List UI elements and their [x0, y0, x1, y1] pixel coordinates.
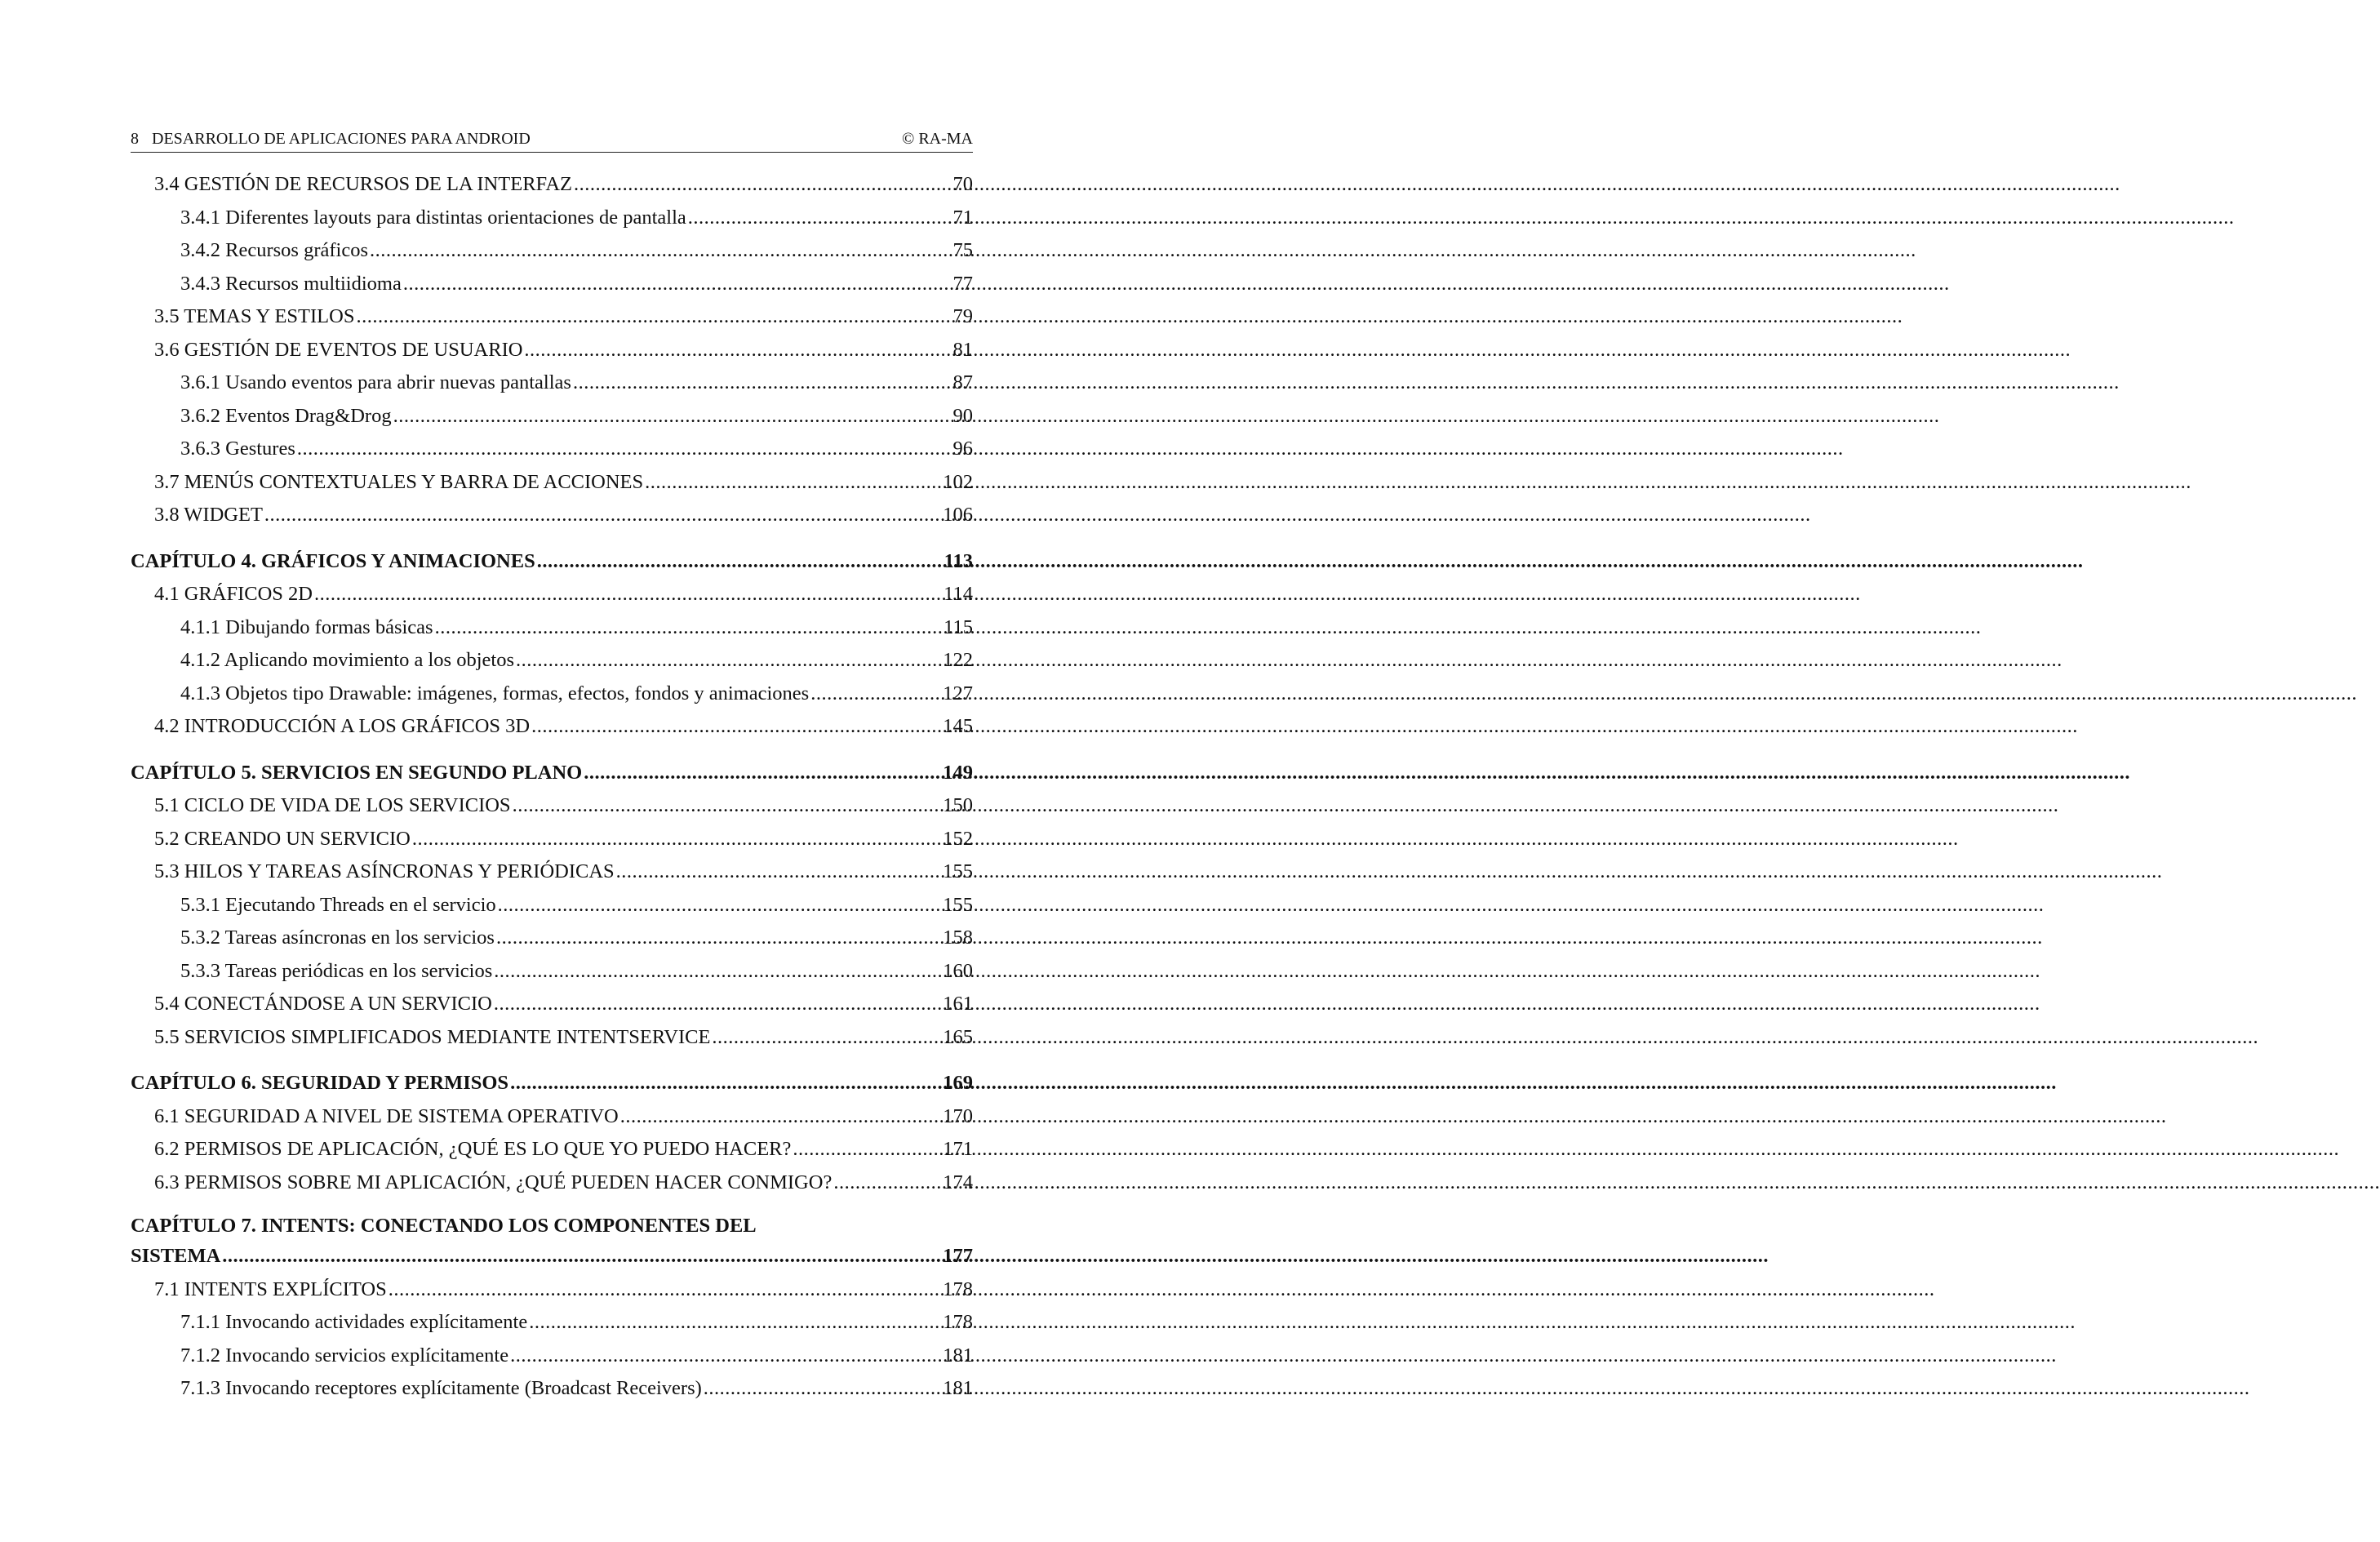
toc-entry[interactable]	[131, 433, 973, 466]
page-number: 8	[131, 130, 139, 148]
toc-entry-page: 115	[944, 615, 973, 638]
toc-entry-page: 96	[952, 438, 973, 460]
toc-entry[interactable]	[131, 499, 973, 532]
book-page	[131, 129, 973, 1406]
toc-entry-title: 5.1 CICLO DE VIDA DE LOS SERVICIOS	[154, 794, 511, 816]
toc-entry-page: 152	[943, 827, 973, 850]
toc-entry[interactable]	[131, 611, 973, 645]
dot-leader	[529, 1306, 941, 1340]
toc-entry[interactable]	[131, 710, 973, 744]
dot-leader	[222, 1240, 941, 1273]
toc-entry-title: 5.4 CONECTÁNDOSE A UN SERVICIO	[154, 993, 492, 1015]
toc-entry-page: 181	[943, 1377, 973, 1399]
publisher-mark: © RA-MA	[902, 130, 973, 148]
toc-entry-page: 178	[943, 1278, 973, 1300]
toc-entry[interactable]	[131, 367, 973, 400]
dot-leader	[412, 823, 941, 856]
toc-entry-page: 161	[943, 993, 973, 1015]
toc-entry-title: 3.6.2 Eventos Drag&Drog	[180, 404, 392, 427]
toc-entry-page: 170	[943, 1104, 973, 1127]
dot-leader	[389, 1273, 942, 1307]
toc-entry-title: 5.5 SERVICIOS SIMPLIFICADOS MEDIANTE INTENTSERVICE	[154, 1025, 711, 1048]
toc-entry-page: 77	[952, 272, 973, 295]
toc-entry[interactable]	[131, 1340, 973, 1373]
toc-entry-title: 3.4.2 Recursos gráficos	[180, 239, 368, 261]
dot-leader	[494, 955, 941, 989]
toc-entry[interactable]	[131, 1166, 973, 1200]
toc-entry[interactable]	[131, 1372, 973, 1406]
dot-leader	[793, 1133, 941, 1166]
dot-leader	[494, 988, 941, 1021]
dot-leader	[435, 611, 943, 645]
toc-entry-title: 5.3.3 Tareas periódicas en los servicios	[180, 959, 493, 982]
toc-entry-title: 7.1.1 Invocando actividades explícitamente	[180, 1311, 528, 1333]
toc-entry-title: 5.3.2 Tareas asíncronas en los servicios	[180, 927, 495, 949]
dot-leader	[531, 710, 941, 744]
toc-chapter-entry[interactable]	[131, 1067, 973, 1100]
toc-entry-page: 71	[952, 206, 973, 229]
toc-entry-page: 81	[952, 338, 973, 361]
toc-entry-title: 4.1.1 Dibujando formas básicas	[180, 615, 433, 638]
toc-entry[interactable]	[131, 1100, 973, 1134]
header-left	[131, 129, 531, 149]
toc-entry-page: 158	[943, 927, 973, 949]
toc-entry[interactable]	[131, 955, 973, 989]
toc-entry-title: 7.1 INTENTS EXPLÍCITOS	[154, 1278, 387, 1300]
toc-entry-page: 171	[943, 1138, 973, 1160]
toc-entry[interactable]	[131, 1306, 973, 1340]
toc-entry-page: 165	[943, 1025, 973, 1048]
toc-entry-page: 181	[943, 1344, 973, 1366]
toc-entry[interactable]	[131, 268, 973, 301]
toc-chapter-page: 169	[943, 1072, 973, 1094]
toc-entry-title: 3.8 WIDGET	[154, 504, 263, 526]
dot-leader	[498, 889, 942, 922]
running-header	[131, 129, 973, 153]
dot-leader	[370, 234, 952, 268]
dot-leader	[516, 644, 941, 678]
toc-chapter-title-line1: CAPÍTULO 7. INTENTS: CONECTANDO LOS COMPONENTES DEL	[131, 1215, 757, 1237]
toc-entry-title: 5.3 HILOS Y TAREAS ASÍNCRONAS Y PERIÓDICAS	[154, 860, 615, 882]
toc-entry[interactable]	[131, 578, 973, 611]
toc-entry-page: 127	[943, 682, 973, 704]
dot-leader	[537, 545, 943, 579]
toc-chapter-title-line2: SISTEMA	[131, 1245, 221, 1267]
toc-entry-page: 155	[943, 893, 973, 916]
toc-entry-page: 155	[943, 860, 973, 882]
toc-entry-title: 3.4.1 Diferentes layouts para distintas orientaciones de pantalla	[180, 206, 686, 229]
dot-leader	[833, 1166, 941, 1200]
toc-entry[interactable]	[131, 1021, 973, 1055]
toc-entry-page: 90	[952, 404, 973, 427]
dot-leader	[496, 922, 941, 955]
toc-entry[interactable]	[131, 400, 973, 433]
toc-entry[interactable]	[131, 644, 973, 678]
toc-entry[interactable]	[131, 855, 973, 889]
dot-leader	[616, 855, 942, 889]
toc-entry-title: 6.1 SEGURIDAD A NIVEL DE SISTEMA OPERATIVO	[154, 1104, 619, 1127]
toc-entry-title: 7.1.3 Invocando receptores explícitamente (Broadcast Receivers)	[180, 1377, 702, 1399]
dot-leader	[393, 400, 952, 433]
toc-entry-title: 6.3 PERMISOS SOBRE MI APLICACIÓN, ¿QUÉ PUEDEN HACER CONMIGO?	[154, 1171, 833, 1193]
toc-entry[interactable]	[131, 202, 973, 235]
toc-entry[interactable]	[131, 678, 973, 711]
toc-chapter-entry[interactable]	[131, 1212, 973, 1273]
toc-entry-page: 145	[943, 715, 973, 737]
dot-leader	[297, 433, 952, 466]
toc-chapter-entry[interactable]	[131, 545, 973, 579]
toc-entry-title: 4.1.3 Objetos tipo Drawable: imágenes, formas, efectos, fondos y animaciones	[180, 682, 810, 704]
toc-entry-title: 5.2 CREANDO UN SERVICIO	[154, 827, 411, 850]
toc-entry-page: 79	[952, 305, 973, 327]
toc-entry-page: 150	[943, 794, 973, 816]
toc-entry-title: 3.4.3 Recursos multiidioma	[180, 272, 402, 295]
toc-chapter-title: CAPÍTULO 6. SEGURIDAD Y PERMISOS	[131, 1072, 509, 1094]
toc-entry-page: 178	[943, 1311, 973, 1333]
dot-leader	[314, 578, 942, 611]
toc-entry-page: 102	[943, 470, 973, 493]
toc-chapter-page: 149	[943, 761, 973, 784]
toc-entry-title: 3.7 MENÚS CONTEXTUALES Y BARRA DE ACCIONES	[154, 470, 644, 493]
toc-entry-page: 106	[943, 504, 973, 526]
toc-entry-title: 3.6.1 Usando eventos para abrir nuevas pantallas	[180, 371, 571, 393]
toc-chapter-page: 177	[943, 1245, 973, 1267]
dot-leader	[510, 1340, 941, 1373]
toc-entry[interactable]	[131, 789, 973, 823]
dot-leader	[810, 678, 941, 711]
toc-entry-title: 3.5 TEMAS Y ESTILOS	[154, 305, 355, 327]
toc-entry-title: 4.2 INTRODUCCIÓN A LOS GRÁFICOS 3D	[154, 715, 531, 737]
toc-entry[interactable]	[131, 334, 973, 367]
dot-leader	[645, 466, 941, 500]
toc-entry-title: 4.1.2 Aplicando movimiento a los objetos	[180, 649, 514, 671]
toc-entry-page: 87	[952, 371, 973, 393]
toc-entry[interactable]	[131, 1273, 973, 1307]
dot-leader	[688, 202, 952, 235]
toc-chapter-title: CAPÍTULO 5. SERVICIOS EN SEGUNDO PLANO	[131, 761, 583, 784]
dot-leader	[510, 1067, 941, 1100]
toc-chapter-page: 113	[944, 549, 973, 572]
dot-leader	[574, 168, 951, 202]
table-of-contents	[131, 168, 973, 1406]
dot-leader	[704, 1372, 941, 1406]
toc-entry[interactable]	[131, 234, 973, 268]
dot-leader	[620, 1100, 942, 1134]
toc-entry-page: 160	[943, 959, 973, 982]
dot-leader	[403, 268, 952, 301]
toc-entry-title: 5.3.1 Ejecutando Threads en el servicio	[180, 893, 496, 916]
toc-chapter-title-line2-row	[131, 1240, 973, 1273]
dot-leader	[356, 300, 951, 334]
dot-leader	[584, 757, 941, 790]
toc-entry-title: 3.6.3 Gestures	[180, 438, 295, 460]
toc-entry[interactable]	[131, 922, 973, 955]
toc-entry-page: 114	[944, 583, 973, 605]
dot-leader	[524, 334, 951, 367]
toc-entry-page: 70	[952, 173, 973, 195]
toc-entry-page: 75	[952, 239, 973, 261]
dot-leader	[264, 499, 941, 532]
toc-entry[interactable]	[131, 823, 973, 856]
book-title: DESARROLLO DE APLICACIONES PARA ANDROID	[152, 130, 531, 148]
toc-entry-page: 122	[943, 649, 973, 671]
toc-entry[interactable]	[131, 889, 973, 922]
toc-entry[interactable]	[131, 300, 973, 334]
toc-entry-title: 6.2 PERMISOS DE APLICACIÓN, ¿QUÉ ES LO QUE YO PUEDO HACER?	[154, 1138, 792, 1160]
toc-chapter-entry[interactable]	[131, 757, 973, 790]
toc-entry[interactable]	[131, 988, 973, 1021]
toc-entry-title: 3.4 GESTIÓN DE RECURSOS DE LA INTERFAZ	[154, 173, 573, 195]
toc-entry[interactable]	[131, 466, 973, 500]
toc-entry-title: 3.6 GESTIÓN DE EVENTOS DE USUARIO	[154, 338, 523, 361]
toc-entry-page: 174	[943, 1171, 973, 1193]
toc-entry[interactable]	[131, 1133, 973, 1166]
dot-leader	[573, 367, 952, 400]
toc-entry-title: 7.1.2 Invocando servicios explícitamente	[180, 1344, 509, 1366]
dot-leader	[712, 1021, 941, 1055]
toc-entry-title: 4.1 GRÁFICOS 2D	[154, 583, 313, 605]
toc-entry[interactable]	[131, 168, 973, 202]
toc-chapter-title: CAPÍTULO 4. GRÁFICOS Y ANIMACIONES	[131, 549, 535, 572]
dot-leader	[513, 789, 942, 823]
